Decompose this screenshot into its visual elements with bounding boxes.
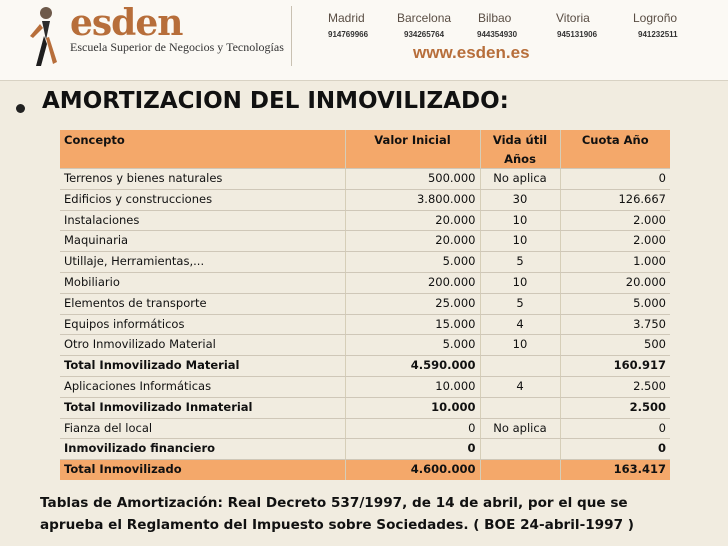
cell-cuota-ano: 2.500 (560, 397, 670, 418)
cell-cuota-ano: 0 (560, 439, 670, 460)
table-row (60, 272, 670, 293)
bullet-icon (16, 104, 25, 113)
cell-concepto: Otro Inmovilizado Material (60, 335, 345, 356)
footnote (40, 492, 720, 536)
cell-concepto: Total Inmovilizado Material (60, 356, 345, 377)
col-header-valor-inicial: Valor Inicial (345, 130, 480, 150)
cell-vida-util: 4 (480, 376, 560, 397)
table-row (60, 376, 670, 397)
website-link[interactable]: www.esden.es (413, 43, 530, 62)
city-barcelona: Barcelona (397, 11, 452, 25)
cell-cuota-ano: 1.000 (560, 252, 670, 273)
amortization-table (60, 130, 670, 480)
table-row (60, 210, 670, 231)
cell-cuota-ano: 500 (560, 335, 670, 356)
footnote-line-2: aprueba el Reglamento del Impuesto sobre Sociedades. ( BOE 24-abril-1997 ) (40, 517, 635, 533)
cell-vida-util: 5 (480, 252, 560, 273)
cell-valor-inicial: 4.600.000 (345, 460, 480, 480)
col-header-concepto: Concepto (60, 130, 345, 150)
cell-valor-inicial: 15.000 (345, 314, 480, 335)
cell-valor-inicial: 4.590.000 (345, 356, 480, 377)
cell-vida-util: No aplica (480, 169, 560, 190)
table-row (60, 231, 670, 252)
cell-valor-inicial: 20.000 (345, 210, 480, 231)
table-row (60, 314, 670, 335)
phone-logrono: 941232511 (638, 30, 678, 39)
cell-vida-util: 10 (480, 210, 560, 231)
table-row (60, 356, 670, 377)
cell-valor-inicial: 20.000 (345, 231, 480, 252)
cell-concepto: Utillaje, Herramientas,... (60, 252, 345, 273)
cell-vida-util: 10 (480, 231, 560, 252)
col-header-vida-util: Vida útil (480, 130, 560, 150)
brand-name: esden (70, 2, 183, 44)
cell-vida-util (480, 356, 560, 377)
col-header-cuota-ano: Cuota Año (560, 130, 670, 150)
table-row (60, 293, 670, 314)
footnote-line-1: Tablas de Amortización: Real Decreto 537/1997, de 14 de abril, por el que se (40, 495, 628, 511)
slide-title: AMORTIZACION DEL INMOVILIZADO: (42, 88, 509, 114)
cell-concepto: Maquinaria (60, 231, 345, 252)
esden-logo-figure-icon (26, 6, 62, 72)
table-row (60, 252, 670, 273)
cell-concepto: Aplicaciones Informáticas (60, 376, 345, 397)
city-logrono: Logroño (633, 11, 678, 25)
col-header-vida-util-line2: Años (480, 150, 560, 169)
phone-barcelona: 934265764 (404, 30, 445, 39)
cell-vida-util (480, 460, 560, 480)
table-row (60, 169, 670, 190)
cell-concepto: Terrenos y bienes naturales (60, 169, 345, 190)
cell-valor-inicial: 5.000 (345, 252, 480, 273)
table-row (60, 460, 670, 480)
cell-vida-util: No aplica (480, 418, 560, 439)
cell-concepto: Equipos informáticos (60, 314, 345, 335)
cell-valor-inicial: 0 (345, 418, 480, 439)
cell-concepto: Mobiliario (60, 272, 345, 293)
cell-cuota-ano: 160.917 (560, 356, 670, 377)
cell-vida-util: 10 (480, 335, 560, 356)
cell-valor-inicial: 0 (345, 439, 480, 460)
cell-cuota-ano: 126.667 (560, 189, 670, 210)
cell-vida-util: 30 (480, 189, 560, 210)
header-divider (291, 6, 292, 66)
cell-cuota-ano: 2.000 (560, 210, 670, 231)
table-row (60, 418, 670, 439)
table-row (60, 397, 670, 418)
cell-valor-inicial: 25.000 (345, 293, 480, 314)
cell-vida-util (480, 439, 560, 460)
table-row (60, 335, 670, 356)
cell-cuota-ano: 2.000 (560, 231, 670, 252)
cell-valor-inicial: 10.000 (345, 397, 480, 418)
brand-subtitle: Escuela Superior de Negocios y Tecnologías (70, 40, 284, 54)
cell-concepto: Edificios y construcciones (60, 189, 345, 210)
header-banner (0, 0, 728, 81)
cell-valor-inicial: 5.000 (345, 335, 480, 356)
table-row (60, 189, 670, 210)
cell-vida-util: 5 (480, 293, 560, 314)
cell-cuota-ano: 0 (560, 169, 670, 190)
cell-concepto: Total Inmovilizado Inmaterial (60, 397, 345, 418)
city-madrid: Madrid (328, 11, 365, 25)
phone-vitoria: 945131906 (557, 30, 598, 39)
phone-madrid: 914769966 (328, 30, 369, 39)
cell-vida-util (480, 397, 560, 418)
phone-bilbao: 944354930 (477, 30, 518, 39)
cell-cuota-ano: 3.750 (560, 314, 670, 335)
cell-cuota-ano: 163.417 (560, 460, 670, 480)
cell-concepto: Instalaciones (60, 210, 345, 231)
cell-cuota-ano: 20.000 (560, 272, 670, 293)
cell-cuota-ano: 5.000 (560, 293, 670, 314)
cell-valor-inicial: 10.000 (345, 376, 480, 397)
table-row (60, 439, 670, 460)
cell-cuota-ano: 0 (560, 418, 670, 439)
city-vitoria: Vitoria (556, 11, 590, 25)
cell-vida-util: 4 (480, 314, 560, 335)
cell-vida-util: 10 (480, 272, 560, 293)
cell-concepto: Fianza del local (60, 418, 345, 439)
cell-cuota-ano: 2.500 (560, 376, 670, 397)
cell-concepto: Total Inmovilizado (60, 460, 345, 480)
city-bilbao: Bilbao (478, 11, 512, 25)
cell-concepto: Inmovilizado financiero (60, 439, 345, 460)
cell-valor-inicial: 3.800.000 (345, 189, 480, 210)
cell-concepto: Elementos de transporte (60, 293, 345, 314)
cell-valor-inicial: 200.000 (345, 272, 480, 293)
cell-valor-inicial: 500.000 (345, 169, 480, 190)
